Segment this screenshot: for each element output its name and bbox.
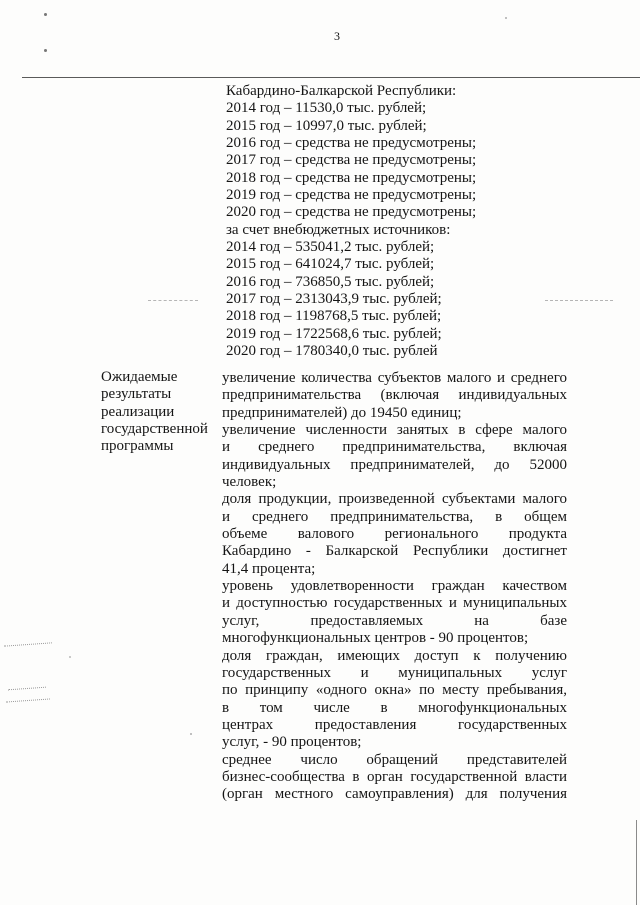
result-line: в том числе в многофункциональных xyxy=(222,699,567,716)
funding-line: 2014 год – 11530,0 тыс. рублей; xyxy=(226,100,427,117)
funding-line: 2015 год – 10997,0 тыс. рублей; xyxy=(226,117,427,134)
funding-line: 2015 год – 641024,7 тыс. рублей; xyxy=(226,256,435,273)
result-line: доля граждан, имеющих доступ к получению xyxy=(222,647,567,664)
scan-speck xyxy=(69,656,71,658)
expected-results-label xyxy=(101,369,208,456)
funding-line: за счет внебюджетных источников: xyxy=(226,221,451,238)
funding-line: 2016 год – средства не предусмотрены; xyxy=(226,135,477,152)
header-rule xyxy=(22,77,640,78)
scan-edge-line xyxy=(636,820,637,905)
result-line: увеличение количества субъектов малого и среднего xyxy=(222,370,567,386)
label-line: Ожидаемые xyxy=(101,369,178,385)
funding-line: 2017 год – 2313043,9 тыс. рублей; xyxy=(226,291,442,308)
funding-line: 2018 год – средства не предусмотрены; xyxy=(226,169,477,186)
scan-speck xyxy=(505,17,507,19)
result-line: по принципу «одного окна» по месту пребывания, xyxy=(222,682,567,699)
result-line: уровень удовлетворенности граждан качеством xyxy=(222,578,567,595)
scan-speck xyxy=(44,13,47,16)
scan-speck xyxy=(190,733,192,735)
result-line: предпринимательства (включая индивидуальных xyxy=(222,387,567,404)
label-line: государственной xyxy=(101,421,208,438)
scan-speck xyxy=(44,49,47,52)
result-line: центрах предоставления государственных xyxy=(222,716,567,733)
result-line: и среднего предпринимательства, в общем xyxy=(222,508,567,525)
funding-sources-block xyxy=(226,83,476,361)
margin-scrawl xyxy=(8,687,46,691)
funding-line: 2019 год – 1722568,6 тыс. рублей; xyxy=(226,325,442,342)
result-line: многофункциональных центров - 90 процентов; xyxy=(222,630,529,647)
expected-results-text xyxy=(222,370,567,804)
result-line: 41,4 процента; xyxy=(222,560,316,577)
funding-line: 2020 год – 1780340,0 тыс. рублей xyxy=(226,343,438,360)
result-line: индивидуальных предпринимателей, до 52000 xyxy=(222,456,567,473)
result-line: и среднего предпринимательства, включая xyxy=(222,439,567,456)
result-line: среднее число обращений представителей xyxy=(222,751,567,768)
result-line: предпринимателей) до 19450 единиц; xyxy=(222,404,462,421)
page-number: 3 xyxy=(334,29,340,43)
label-line: результаты xyxy=(101,386,172,403)
result-line: доля продукции, произведенной субъектами малого xyxy=(222,491,567,508)
result-line: Кабардино - Балкарской Республики достигнет xyxy=(222,543,567,560)
funding-line: Кабардино-Балкарской Республики: xyxy=(226,83,457,99)
label-line: реализации xyxy=(101,403,175,420)
margin-scrawl xyxy=(6,698,50,702)
result-line: объеме валового регионального продукта xyxy=(222,526,567,543)
funding-line: 2018 год – 1198768,5 тыс. рублей; xyxy=(226,308,442,325)
result-line: увеличение численности занятых в сфере малого xyxy=(222,422,567,439)
result-line: (орган местного самоуправления) для получения xyxy=(222,786,567,803)
label-line: программы xyxy=(101,438,174,455)
funding-line: 2016 год – 736850,5 тыс. рублей; xyxy=(226,273,435,290)
margin-scrawl xyxy=(4,642,52,646)
scan-dash xyxy=(545,300,613,301)
result-line: бизнес-сообщества в орган государственной власти xyxy=(222,768,567,785)
result-line: и доступностью государственных и муниципальных xyxy=(222,595,567,612)
funding-line: 2017 год – средства не предусмотрены; xyxy=(226,152,477,169)
scan-dash xyxy=(148,300,198,301)
funding-line: 2014 год – 535041,2 тыс. рублей; xyxy=(226,239,435,256)
funding-line: 2019 год – средства не предусмотрены; xyxy=(226,187,477,204)
funding-line: 2020 год – средства не предусмотрены; xyxy=(226,204,477,221)
result-line: услуг, предоставляемых на базе xyxy=(222,612,567,629)
result-line: услуг, - 90 процентов; xyxy=(222,734,362,751)
result-line: государственных и муниципальных услуг xyxy=(222,664,567,681)
result-line: человек; xyxy=(222,474,277,491)
